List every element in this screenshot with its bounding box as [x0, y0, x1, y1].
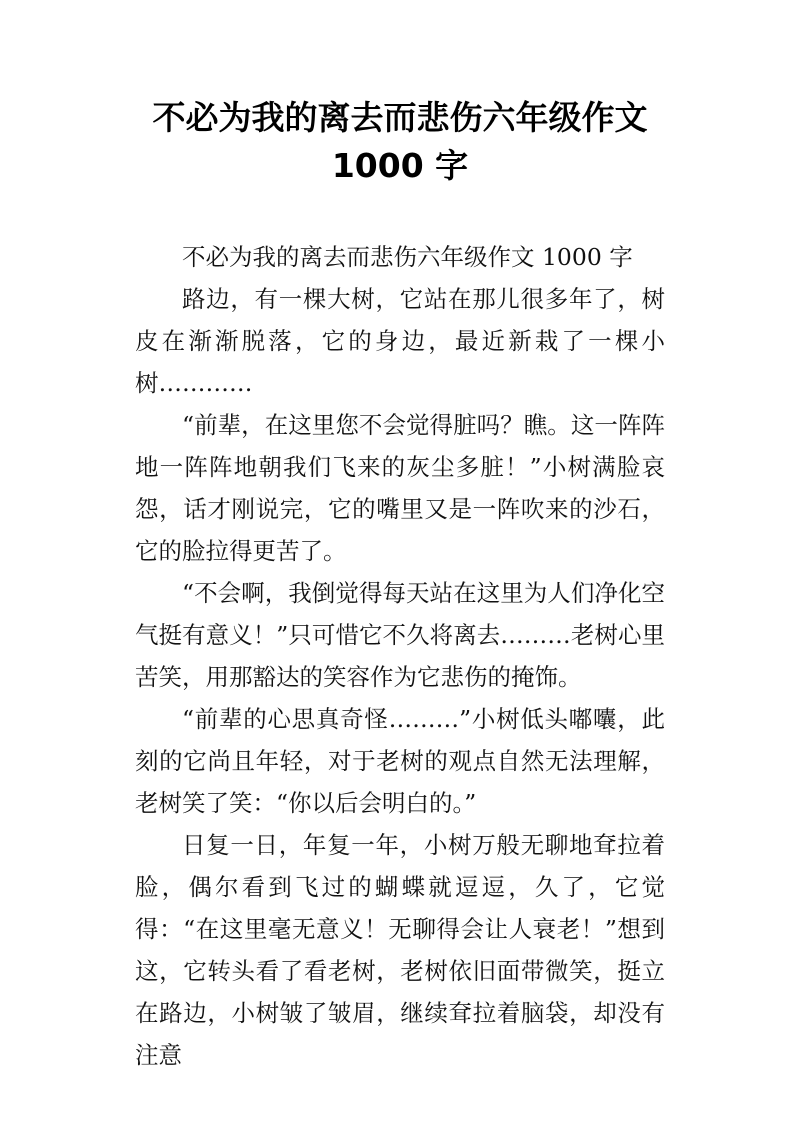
paragraph: “前辈的心思真奇怪………”小树低头嘟囔，此刻的它尚且年轻，对于老树的观点自然无法理解，老树笑了笑：“你以后会明白的。”	[135, 705, 665, 817]
document-body	[135, 236, 665, 1076]
title-line-1: 不必为我的离去而悲伤六年级作文	[152, 98, 648, 137]
paragraph: “前辈，在这里您不会觉得脏吗？瞧。这一阵阵地一阵阵地朝我们飞来的灰尘多脏！”小树满脸哀怨，话才刚说完，它的嘴里又是一阵吹来的沙石，它的脸拉得更苦了。	[135, 411, 665, 565]
paragraph: 路边，有一棵大树，它站在那儿很多年了，树皮在渐渐脱落，它的身边，最近新栽了一棵小树…………	[135, 285, 665, 397]
paragraph: “不会啊，我倒觉得每天站在这里为人们净化空气挺有意义！”只可惜它不久将离去………老树心里苦笑，用那豁达的笑容作为它悲伤的掩饰。	[135, 579, 665, 691]
document-title	[0, 94, 800, 190]
title-line-2: 1000 字	[331, 146, 469, 185]
paragraph-heading: 不必为我的离去而悲伤六年级作文 1000 字	[182, 243, 633, 271]
paragraph: 日复一日，年复一年，小树万般无聊地耷拉着脸，偶尔看到飞过的蝴蝶就逗逗，久了，它觉得：“在这里毫无意义！无聊得会让人衰老！”想到这，它转头看了看老树，老树依旧面带微笑，挺立在路边，小树皱了皱眉，继续耷拉着脑袋，却没有注意	[135, 831, 665, 1069]
